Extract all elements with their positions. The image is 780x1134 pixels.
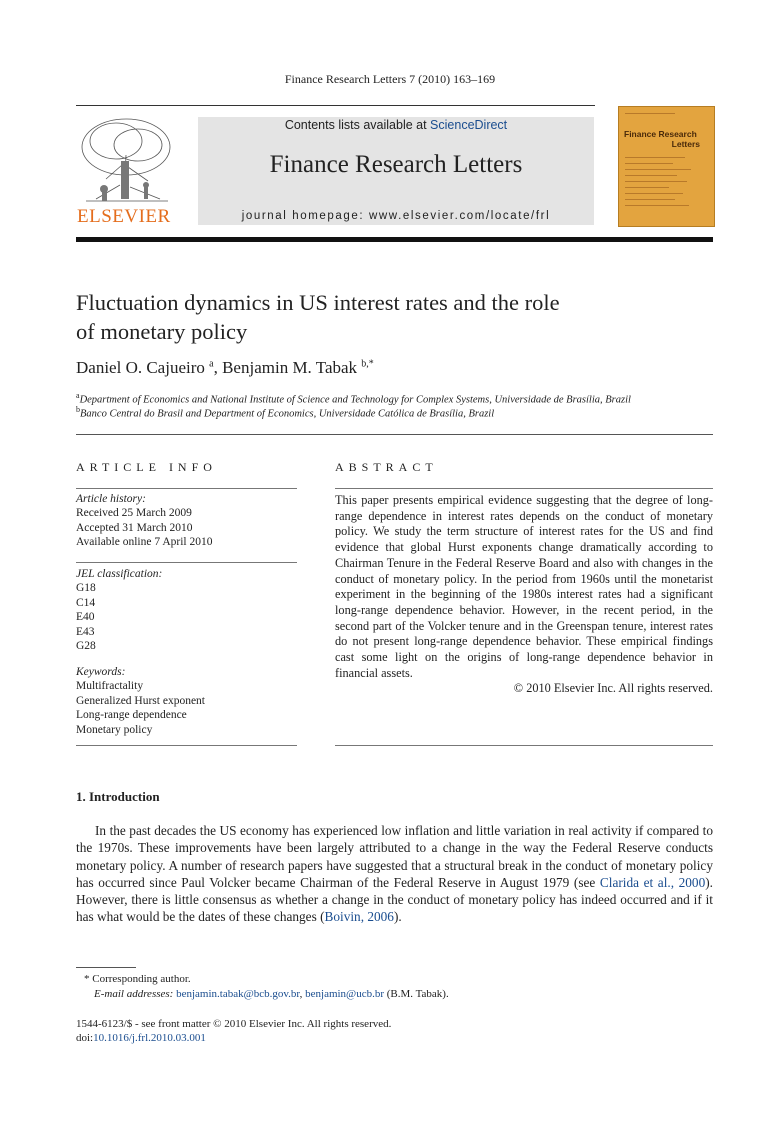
cover-rule xyxy=(625,157,685,158)
author-separator: , xyxy=(213,358,218,377)
paragraph-text: ). xyxy=(393,909,402,925)
footnote-star: * xyxy=(84,973,90,985)
contents-prefix: Contents lists available at xyxy=(284,118,431,132)
article-history xyxy=(76,492,297,550)
keyword: Monetary policy xyxy=(76,723,153,736)
affiliation-text: Banco Central do Brasil and Department of Economics, Universidade Católica de Brasília, Brazil xyxy=(80,408,495,420)
email-footnote xyxy=(94,988,449,1000)
history-item: Received 25 March 2009 xyxy=(76,507,192,520)
elsevier-wordmark: ELSEVIER xyxy=(77,206,171,227)
jel-code: G28 xyxy=(76,640,96,653)
citation-link[interactable]: Boivin, 2006 xyxy=(324,909,394,925)
affiliation-sup: a xyxy=(76,391,80,400)
divider xyxy=(76,562,297,563)
article-info-heading: ARTICLE INFO xyxy=(76,460,217,474)
sciencedirect-link[interactable]: ScienceDirect xyxy=(430,118,508,132)
keywords xyxy=(76,665,297,737)
keyword: Long-range dependence xyxy=(76,709,187,722)
jel-classification xyxy=(76,567,297,653)
cover-rule xyxy=(625,163,673,164)
article-title xyxy=(76,288,696,346)
email-label: E-mail addresses: xyxy=(94,988,174,1000)
doi-line xyxy=(76,1032,206,1044)
jel-code: C14 xyxy=(76,596,96,609)
cover-title-line2: Letters xyxy=(671,139,700,149)
abstract-body xyxy=(335,493,713,697)
affiliation-text: Department of Economics and National Institute of Science and Technology for Complex Systems, Universidade de Brasília, Brazil xyxy=(79,394,631,406)
contents-availability xyxy=(198,118,594,132)
cover-title-line1: Finance Research xyxy=(624,129,697,139)
abstract-heading: ABSTRACT xyxy=(335,460,438,474)
cover-rule xyxy=(625,205,689,206)
corresponding-footnote xyxy=(84,973,191,985)
footnote-text: Corresponding author. xyxy=(92,973,191,985)
author-name[interactable]: Daniel O. Cajueiro xyxy=(76,358,205,377)
keyword: Multifractality xyxy=(76,680,144,693)
cover-rule xyxy=(625,187,669,188)
journal-homepage[interactable]: journal homepage: www.elsevier.com/locate/frl xyxy=(241,210,551,222)
cover-rule xyxy=(625,169,691,170)
affiliation xyxy=(76,391,631,406)
journal-cover-image xyxy=(618,106,715,227)
author-list xyxy=(76,358,374,378)
divider xyxy=(335,488,713,489)
keyword: Generalized Hurst exponent xyxy=(76,694,206,707)
cover-rule xyxy=(625,181,687,182)
section-heading: 1. Introduction xyxy=(76,789,160,804)
elsevier-tree-logo xyxy=(76,115,176,205)
cover-rule xyxy=(625,175,677,176)
masthead-thick-rule xyxy=(76,237,713,242)
email-link[interactable]: benjamin@ucb.br xyxy=(305,988,384,1000)
jel-code: G18 xyxy=(76,582,96,595)
affiliation xyxy=(76,405,494,420)
email-owner: (B.M. Tabak). xyxy=(383,988,449,1000)
divider xyxy=(76,434,713,435)
author-name[interactable]: Benjamin M. Tabak xyxy=(222,358,358,377)
divider xyxy=(335,745,713,746)
affiliation-marker[interactable]: a xyxy=(209,358,214,370)
divider xyxy=(76,745,297,746)
journal-masthead xyxy=(198,117,594,225)
jel-code: E40 xyxy=(76,611,95,624)
journal-title: Finance Research Letters xyxy=(269,151,523,178)
jel-label: JEL classification: xyxy=(76,568,163,580)
cover-rule xyxy=(625,193,683,194)
article-title-line2: of monetary policy xyxy=(76,319,248,344)
divider xyxy=(76,488,297,489)
cover-rule xyxy=(625,113,675,114)
affiliation-marker[interactable]: b,* xyxy=(361,358,374,370)
header-rule xyxy=(76,105,595,106)
journal-reference: Finance Research Letters 7 (2010) 163–169 xyxy=(284,72,496,86)
email-link[interactable]: benjamin.tabak@bcb.gov.br xyxy=(176,988,300,1000)
intro-paragraph xyxy=(76,822,713,926)
citation-link[interactable]: Clarida et al., 2000 xyxy=(599,874,706,890)
email-separator: , xyxy=(299,988,306,1000)
article-title-line1: Fluctuation dynamics in US interest rates and the role xyxy=(76,290,560,315)
doi-link[interactable]: 10.1016/j.frl.2010.03.001 xyxy=(93,1032,206,1044)
paragraph-text: ). However, there is little consensus as whether a change in the conduct of monetary policy has indeed occurred and if it has what would be the dates of these changes ( xyxy=(76,874,713,925)
history-item: Available online 7 April 2010 xyxy=(76,536,213,549)
cover-rule xyxy=(625,199,675,200)
cover-title xyxy=(624,129,710,149)
issn-line: 1544-6123/$ - see front matter © 2010 Elsevier Inc. All rights reserved. xyxy=(76,1018,392,1030)
abstract-text: This paper presents empirical evidence suggesting that the degree of long-range dependence in interest rates depends on the conduct of monetary policy. We study the term structure of interest rates for the US and find evidence that global Hurst exponents change dramatically according to Chairman Tenure in the Federal Reserve Board and also with changes in the conduct of monetary policy. In the period from 1960s until the monetarist experiment in the beginning of the 1980s interest rates had a significant long-range dependence behavior. However, in the recent period, in the second part of the Volcker tenure and in the Greenspan tenure, interest rates do not present long-range dependence behavior. These empirical findings cast some light on the origins of long-range dependence behavior in financial assets. xyxy=(335,493,713,680)
jel-code: E43 xyxy=(76,625,95,638)
history-item: Accepted 31 March 2010 xyxy=(76,521,193,534)
paragraph-text: In the past decades the US economy has experienced low inflation and little variation in real activity if compared to the 1970s. These improvements have been largely attributed to a change in the way the Federal Reserve conducts monetary policy. A number of research papers have suggested that a structural break in the conduct of monetary policy has occurred since Paul Volcker became Chairman of the Federal Reserve in August 1979 (see xyxy=(76,823,713,890)
affiliation-sup: b xyxy=(76,405,80,414)
footnote-rule xyxy=(76,967,136,968)
history-label: Article history: xyxy=(76,493,146,505)
keywords-label: Keywords: xyxy=(76,666,126,678)
abstract-copyright: © 2010 Elsevier Inc. All rights reserved. xyxy=(513,681,713,696)
doi-prefix: doi: xyxy=(76,1032,94,1044)
